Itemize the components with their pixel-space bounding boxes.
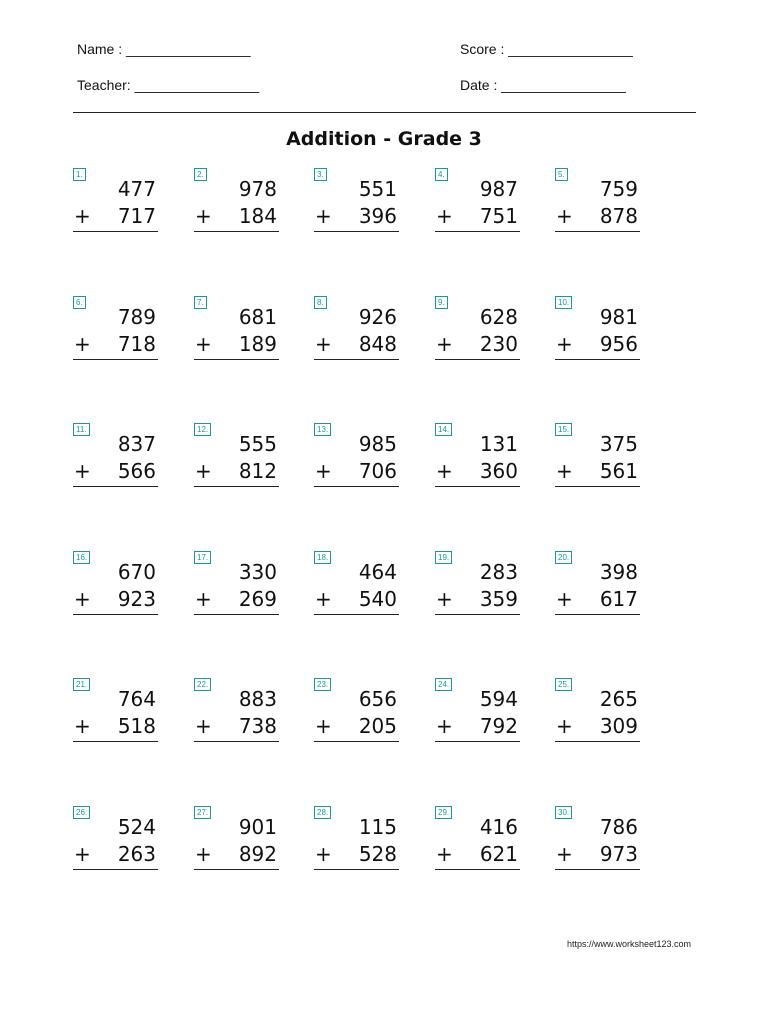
plus-sign: + <box>315 842 332 866</box>
problem-24 <box>435 678 521 750</box>
addend-top: 416 <box>479 815 518 839</box>
addend-bottom: 717 <box>117 204 156 228</box>
addend-bottom: 359 <box>479 587 518 611</box>
problem-number-box: 6. <box>73 296 86 309</box>
addend-top: 265 <box>599 687 638 711</box>
problem-5 <box>555 168 641 240</box>
plus-sign: + <box>195 714 212 738</box>
plus-sign: + <box>315 332 332 356</box>
problem-number-box: 15. <box>555 423 572 436</box>
problem-number-box: 3. <box>314 168 327 181</box>
problem-22 <box>194 678 280 750</box>
date-field-label: Date : ________________ <box>460 77 626 93</box>
addend-top: 398 <box>599 560 638 584</box>
header-divider <box>73 112 696 113</box>
addend-bottom: 792 <box>479 714 518 738</box>
addend-top: 551 <box>358 177 397 201</box>
plus-sign: + <box>556 714 573 738</box>
problem-number-box: 17. <box>194 551 211 564</box>
addend-bottom: 205 <box>358 714 397 738</box>
problem-number-box: 11. <box>73 423 90 436</box>
addend-bottom: 263 <box>117 842 156 866</box>
plus-sign: + <box>195 204 212 228</box>
problem-13 <box>314 423 400 495</box>
addend-bottom: 309 <box>599 714 638 738</box>
addend-bottom: 718 <box>117 332 156 356</box>
addend-top: 987 <box>479 177 518 201</box>
addend-top: 764 <box>117 687 156 711</box>
problem-number-box: 18. <box>314 551 331 564</box>
addend-bottom: 892 <box>238 842 277 866</box>
problem-19 <box>435 551 521 623</box>
answer-line[interactable] <box>555 614 640 615</box>
problem-number-box: 23. <box>314 678 331 691</box>
problem-1 <box>73 168 159 240</box>
problem-6 <box>73 296 159 368</box>
addend-top: 656 <box>358 687 397 711</box>
problem-27 <box>194 806 280 878</box>
problem-4 <box>435 168 521 240</box>
answer-line[interactable] <box>73 869 158 870</box>
answer-line[interactable] <box>194 359 279 360</box>
problem-number-box: 14. <box>435 423 452 436</box>
plus-sign: + <box>74 714 91 738</box>
answer-line[interactable] <box>555 486 640 487</box>
addend-bottom: 923 <box>117 587 156 611</box>
addend-top: 901 <box>238 815 277 839</box>
problem-15 <box>555 423 641 495</box>
addend-bottom: 738 <box>238 714 277 738</box>
answer-line[interactable] <box>314 741 399 742</box>
problem-3 <box>314 168 400 240</box>
answer-line[interactable] <box>194 231 279 232</box>
problem-7 <box>194 296 280 368</box>
problem-25 <box>555 678 641 750</box>
problem-number-box: 27. <box>194 806 211 819</box>
answer-line[interactable] <box>555 359 640 360</box>
problem-number-box: 10. <box>555 296 572 309</box>
answer-line[interactable] <box>73 231 158 232</box>
addend-bottom: 812 <box>238 459 277 483</box>
problem-16 <box>73 551 159 623</box>
footer-url: https://www.worksheet123.com <box>566 939 691 949</box>
plus-sign: + <box>74 204 91 228</box>
problem-number-box: 26. <box>73 806 90 819</box>
answer-line[interactable] <box>73 486 158 487</box>
plus-sign: + <box>436 204 453 228</box>
addend-top: 477 <box>117 177 156 201</box>
plus-sign: + <box>195 459 212 483</box>
problem-number-box: 24. <box>435 678 452 691</box>
answer-line[interactable] <box>435 231 520 232</box>
addend-bottom: 751 <box>479 204 518 228</box>
addend-top: 681 <box>238 305 277 329</box>
answer-line[interactable] <box>194 869 279 870</box>
addend-bottom: 230 <box>479 332 518 356</box>
addend-top: 883 <box>238 687 277 711</box>
addend-bottom: 540 <box>358 587 397 611</box>
answer-line[interactable] <box>314 869 399 870</box>
plus-sign: + <box>556 332 573 356</box>
answer-line[interactable] <box>555 231 640 232</box>
addend-top: 283 <box>479 560 518 584</box>
problem-17 <box>194 551 280 623</box>
addend-top: 330 <box>238 560 277 584</box>
plus-sign: + <box>74 459 91 483</box>
answer-line[interactable] <box>314 359 399 360</box>
problem-number-box: 12. <box>194 423 211 436</box>
addend-bottom: 973 <box>599 842 638 866</box>
answer-line[interactable] <box>314 486 399 487</box>
plus-sign: + <box>74 587 91 611</box>
problem-number-box: 1. <box>73 168 86 181</box>
answer-line[interactable] <box>555 741 640 742</box>
problem-30 <box>555 806 641 878</box>
problem-8 <box>314 296 400 368</box>
addend-top: 131 <box>479 432 518 456</box>
problem-number-box: 4. <box>435 168 448 181</box>
plus-sign: + <box>74 332 91 356</box>
name-field-label: Name : ________________ <box>77 41 251 57</box>
problem-18 <box>314 551 400 623</box>
plus-sign: + <box>74 842 91 866</box>
score-field-label: Score : ________________ <box>460 41 633 57</box>
problem-14 <box>435 423 521 495</box>
addend-top: 555 <box>238 432 277 456</box>
problem-29 <box>435 806 521 878</box>
problem-number-box: 22. <box>194 678 211 691</box>
addend-top: 594 <box>479 687 518 711</box>
plus-sign: + <box>436 459 453 483</box>
plus-sign: + <box>436 332 453 356</box>
plus-sign: + <box>195 332 212 356</box>
addend-top: 524 <box>117 815 156 839</box>
addend-top: 789 <box>117 305 156 329</box>
problem-20 <box>555 551 641 623</box>
problem-number-box: 19. <box>435 551 452 564</box>
addend-bottom: 956 <box>599 332 638 356</box>
plus-sign: + <box>556 587 573 611</box>
answer-line[interactable] <box>435 486 520 487</box>
addend-top: 759 <box>599 177 638 201</box>
plus-sign: + <box>315 459 332 483</box>
plus-sign: + <box>195 587 212 611</box>
addend-bottom: 360 <box>479 459 518 483</box>
plus-sign: + <box>315 587 332 611</box>
addend-top: 837 <box>117 432 156 456</box>
problem-number-box: 28. <box>314 806 331 819</box>
answer-line[interactable] <box>314 614 399 615</box>
answer-line[interactable] <box>194 614 279 615</box>
answer-line[interactable] <box>73 741 158 742</box>
problem-number-box: 9. <box>435 296 448 309</box>
problem-number-box: 30. <box>555 806 572 819</box>
problem-number-box: 8. <box>314 296 327 309</box>
answer-line[interactable] <box>555 869 640 870</box>
answer-line[interactable] <box>194 486 279 487</box>
problem-number-box: 7. <box>194 296 207 309</box>
problem-number-box: 20. <box>555 551 572 564</box>
addend-bottom: 561 <box>599 459 638 483</box>
addend-top: 628 <box>479 305 518 329</box>
problem-number-box: 29. <box>435 806 452 819</box>
addend-bottom: 566 <box>117 459 156 483</box>
addend-bottom: 621 <box>479 842 518 866</box>
plus-sign: + <box>556 204 573 228</box>
plus-sign: + <box>556 842 573 866</box>
teacher-field-label: Teacher: ________________ <box>77 77 260 93</box>
problem-26 <box>73 806 159 878</box>
addend-top: 115 <box>358 815 397 839</box>
addend-bottom: 878 <box>599 204 638 228</box>
plus-sign: + <box>436 587 453 611</box>
problem-10 <box>555 296 641 368</box>
answer-line[interactable] <box>435 741 520 742</box>
worksheet-title: Addition - Grade 3 <box>286 128 482 150</box>
addend-bottom: 189 <box>238 332 277 356</box>
answer-line[interactable] <box>73 614 158 615</box>
addend-top: 926 <box>358 305 397 329</box>
addend-top: 670 <box>117 560 156 584</box>
problem-12 <box>194 423 280 495</box>
addend-bottom: 396 <box>358 204 397 228</box>
problem-21 <box>73 678 159 750</box>
addend-bottom: 617 <box>599 587 638 611</box>
problem-number-box: 13. <box>314 423 331 436</box>
answer-line[interactable] <box>435 614 520 615</box>
addend-bottom: 528 <box>358 842 397 866</box>
problem-11 <box>73 423 159 495</box>
addend-bottom: 518 <box>117 714 156 738</box>
addend-top: 978 <box>238 177 277 201</box>
plus-sign: + <box>315 714 332 738</box>
answer-line[interactable] <box>194 741 279 742</box>
problem-number-box: 5. <box>555 168 568 181</box>
plus-sign: + <box>436 842 453 866</box>
addend-bottom: 269 <box>238 587 277 611</box>
problem-number-box: 21. <box>73 678 90 691</box>
problem-9 <box>435 296 521 368</box>
addend-top: 786 <box>599 815 638 839</box>
problem-number-box: 16. <box>73 551 90 564</box>
problem-2 <box>194 168 280 240</box>
addend-top: 375 <box>599 432 638 456</box>
addend-top: 985 <box>358 432 397 456</box>
plus-sign: + <box>315 204 332 228</box>
addend-bottom: 184 <box>238 204 277 228</box>
answer-line[interactable] <box>435 869 520 870</box>
addend-bottom: 848 <box>358 332 397 356</box>
plus-sign: + <box>556 459 573 483</box>
answer-line[interactable] <box>73 359 158 360</box>
addend-bottom: 706 <box>358 459 397 483</box>
answer-line[interactable] <box>314 231 399 232</box>
problem-number-box: 25. <box>555 678 572 691</box>
plus-sign: + <box>436 714 453 738</box>
addend-top: 981 <box>599 305 638 329</box>
plus-sign: + <box>195 842 212 866</box>
problem-number-box: 2. <box>194 168 207 181</box>
addend-top: 464 <box>358 560 397 584</box>
answer-line[interactable] <box>435 359 520 360</box>
problem-23 <box>314 678 400 750</box>
problem-28 <box>314 806 400 878</box>
